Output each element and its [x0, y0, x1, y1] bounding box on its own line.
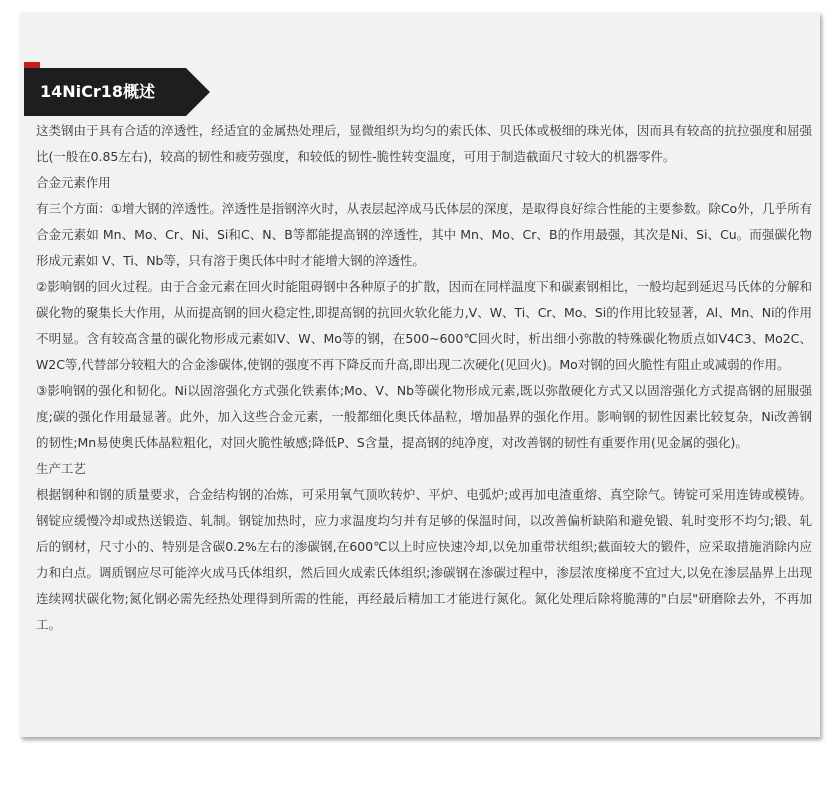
paragraph-hardenability: 有三个方面：①增大钢的淬透性。淬透性是指钢淬火时，从表层起淬成马氏体层的深度，是取得良好综合性能的主要参数。除Co外，几乎所有合金元素如 Mn、Mo、Cr、Ni、Si和C、N、B等都能提高钢的淬透性，其中 Mn、Mo、Cr、B的作用最强，其次是Ni、Si、Cu。而强碳化物形成元素如 V、Ti、Nb等，只有溶于奥氏体中时才能增大钢的淬透性。 [36, 201, 812, 268]
intro-paragraph: 这类钢由于具有合适的淬透性，经适宜的金属热处理后，显微组织为均匀的索氏体、贝氏体或极细的珠光体，因而具有较高的抗拉强度和屈强比(一般在0.85左右)，较高的韧性和疲劳强度，和较低的韧性-脆性转变温度，可用于制造截面尺寸较大的机器零件。 [36, 123, 812, 164]
red-accent-bar [24, 62, 40, 68]
section-title: 14NiCr18概述 [40, 82, 156, 101]
paragraph-production: 根据钢种和钢的质量要求，合金结构钢的冶炼，可采用氧气顶吹转炉、平炉、电弧炉;或再加电渣重熔、真空除气。铸锭可采用连铸或模铸。钢锭应缓慢冷却或热送锻造、轧制。钢锭加热时，应力求温度均匀并有足够的保温时间，以改善偏析缺陷和避免锻、轧时变形不均匀;锻、轧后的钢材，尺寸小的、特别是含碳0.2%左右的渗碳钢,在600℃以上时应快速冷却,以免加重带状组织;截面较大的锻件，应采取措施消除内应力和白点。调质钢应尽可能淬火成马氏体组织，然后回火成索氏体组织;渗碳钢在渗碳过程中，渗层浓度梯度不宜过大,以免在渗层晶界上出现连续网状碳化物;氮化钢必需先经热处理得到所需的性能，再经最后精加工才能进行氮化。氮化处理后除将脆薄的"白层"研磨除去外，不再加工。 [36, 487, 812, 632]
article-body [36, 118, 812, 638]
subheading-production: 生产工艺 [36, 461, 86, 476]
subheading-alloy-elements: 合金元素作用 [36, 175, 111, 190]
paragraph-tempering: ②影响钢的回火过程。由于合金元素在回火时能阻碍钢中各种原子的扩散，因而在同样温度下和碳素钢相比，一般均起到延迟马氏体的分解和碳化物的聚集长大作用，从而提高钢的回火稳定性,即提高钢的抗回火软化能力,V、W、Ti、Cr、Mo、Si的作用比较显著，Al、Mn、Ni的作用不明显。含有较高含量的碳化物形成元素如V、W、Mo等的钢，在500~600℃回火时，析出细小弥散的特殊碳化物质点如V4C3、Mo2C、W2C等,代替部分较粗大的合金渗碳体,使钢的强度不再下降反而升高,即出现二次硬化(见回火)。Mo对钢的回火脆性有阻止或减弱的作用。 [36, 279, 812, 372]
paragraph-strengthening: ③影响钢的强化和韧化。Ni以固溶强化方式强化铁素体;Mo、V、Nb等碳化物形成元素,既以弥散硬化方式又以固溶强化方式提高钢的屈服强度;碳的强化作用最显著。此外，加入这些合金元素，一般都细化奥氏体晶粒，增加晶界的强化作用。影响钢的韧性因素比较复杂，Ni改善钢的韧性;Mn易使奥氏体晶粒粗化，对回火脆性敏感;降低P、S含量，提高钢的纯净度，对改善钢的韧性有重要作用(见金属的强化)。 [36, 383, 812, 450]
section-title-tab [24, 62, 210, 116]
